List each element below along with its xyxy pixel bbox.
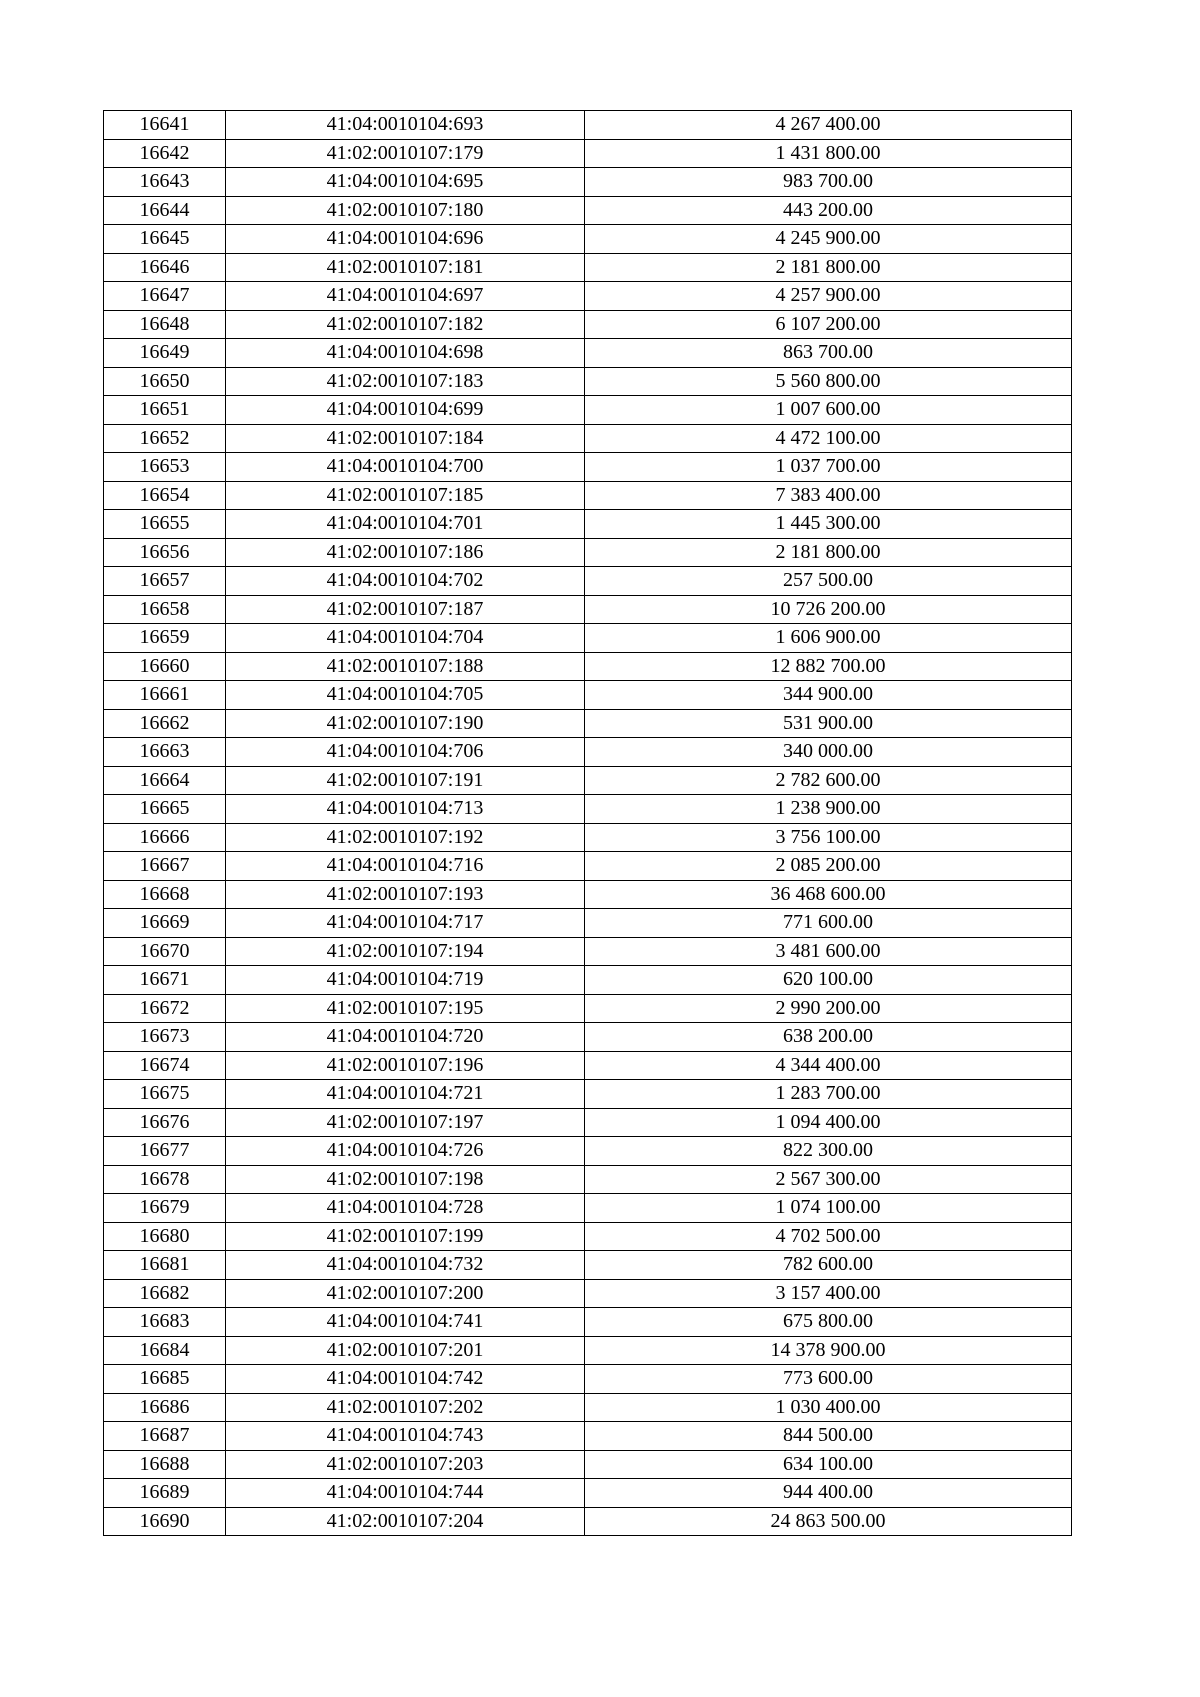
- cadastral-number-cell: 41:02:0010107:185: [226, 481, 585, 510]
- row-number-cell: 16653: [104, 453, 226, 482]
- table-row: [104, 339, 1072, 368]
- row-number-cell: 16683: [104, 1308, 226, 1337]
- table-row: [104, 909, 1072, 938]
- row-number-cell: 16678: [104, 1165, 226, 1194]
- table-row: [104, 396, 1072, 425]
- cadastral-number-cell: 41:04:0010104:695: [226, 168, 585, 197]
- cadastral-number-cell: 41:04:0010104:726: [226, 1137, 585, 1166]
- cadastral-number-cell: 41:02:0010107:202: [226, 1393, 585, 1422]
- table-row: [104, 966, 1072, 995]
- cadastral-value-cell: 531 900.00: [585, 709, 1072, 738]
- row-number-cell: 16666: [104, 823, 226, 852]
- row-number-cell: 16680: [104, 1222, 226, 1251]
- table-row: [104, 1194, 1072, 1223]
- cadastral-value-cell: 634 100.00: [585, 1450, 1072, 1479]
- table-row: [104, 1479, 1072, 1508]
- cadastral-value-cell: 983 700.00: [585, 168, 1072, 197]
- row-number-cell: 16658: [104, 595, 226, 624]
- row-number-cell: 16673: [104, 1023, 226, 1052]
- table-row: [104, 481, 1072, 510]
- table-row: [104, 1507, 1072, 1536]
- cadastral-number-cell: 41:02:0010107:199: [226, 1222, 585, 1251]
- cadastral-number-cell: 41:04:0010104:693: [226, 111, 585, 140]
- cadastral-value-cell: 344 900.00: [585, 681, 1072, 710]
- cadastral-value-cell: 2 782 600.00: [585, 766, 1072, 795]
- row-number-cell: 16676: [104, 1108, 226, 1137]
- cadastral-number-cell: 41:02:0010107:201: [226, 1336, 585, 1365]
- row-number-cell: 16685: [104, 1365, 226, 1394]
- cadastral-number-cell: 41:04:0010104:744: [226, 1479, 585, 1508]
- row-number-cell: 16689: [104, 1479, 226, 1508]
- cadastral-value-cell: 822 300.00: [585, 1137, 1072, 1166]
- cadastral-value-cell: 5 560 800.00: [585, 367, 1072, 396]
- table-row: [104, 253, 1072, 282]
- row-number-cell: 16670: [104, 937, 226, 966]
- row-number-cell: 16668: [104, 880, 226, 909]
- cadastral-value-cell: 2 567 300.00: [585, 1165, 1072, 1194]
- row-number-cell: 16667: [104, 852, 226, 881]
- cadastral-number-cell: 41:04:0010104:698: [226, 339, 585, 368]
- table-row: [104, 567, 1072, 596]
- cadastral-value-cell: 1 094 400.00: [585, 1108, 1072, 1137]
- cadastral-number-cell: 41:04:0010104:705: [226, 681, 585, 710]
- row-number-cell: 16641: [104, 111, 226, 140]
- table-row: [104, 282, 1072, 311]
- cadastral-number-cell: 41:02:0010107:198: [226, 1165, 585, 1194]
- cadastral-value-cell: 638 200.00: [585, 1023, 1072, 1052]
- cadastral-number-cell: 41:02:0010107:192: [226, 823, 585, 852]
- row-number-cell: 16664: [104, 766, 226, 795]
- cadastral-value-cell: 2 990 200.00: [585, 994, 1072, 1023]
- cadastral-value-cell: 24 863 500.00: [585, 1507, 1072, 1536]
- table-body: [104, 111, 1072, 1536]
- table-row: [104, 823, 1072, 852]
- table-row: [104, 624, 1072, 653]
- cadastral-number-cell: 41:02:0010107:191: [226, 766, 585, 795]
- table-row: [104, 168, 1072, 197]
- row-number-cell: 16647: [104, 282, 226, 311]
- cadastral-value-cell: 7 383 400.00: [585, 481, 1072, 510]
- cadastral-value-cell: 620 100.00: [585, 966, 1072, 995]
- row-number-cell: 16671: [104, 966, 226, 995]
- cadastral-number-cell: 41:04:0010104:717: [226, 909, 585, 938]
- cadastral-value-cell: 4 245 900.00: [585, 225, 1072, 254]
- table-row: [104, 994, 1072, 1023]
- table-row: [104, 1222, 1072, 1251]
- cadastral-value-cell: 443 200.00: [585, 196, 1072, 225]
- cadastral-value-cell: 4 344 400.00: [585, 1051, 1072, 1080]
- cadastral-number-cell: 41:04:0010104:720: [226, 1023, 585, 1052]
- cadastral-number-cell: 41:04:0010104:713: [226, 795, 585, 824]
- cadastral-value-cell: 1 431 800.00: [585, 139, 1072, 168]
- cadastral-value-cell: 10 726 200.00: [585, 595, 1072, 624]
- cadastral-number-cell: 41:02:0010107:179: [226, 139, 585, 168]
- table-row: [104, 424, 1072, 453]
- row-number-cell: 16677: [104, 1137, 226, 1166]
- row-number-cell: 16660: [104, 652, 226, 681]
- row-number-cell: 16674: [104, 1051, 226, 1080]
- row-number-cell: 16687: [104, 1422, 226, 1451]
- cadastral-value-cell: 3 157 400.00: [585, 1279, 1072, 1308]
- row-number-cell: 16646: [104, 253, 226, 282]
- table-row: [104, 1393, 1072, 1422]
- table-row: [104, 1108, 1072, 1137]
- row-number-cell: 16656: [104, 538, 226, 567]
- table-row: [104, 139, 1072, 168]
- table-row: [104, 1165, 1072, 1194]
- cadastral-number-cell: 41:02:0010107:186: [226, 538, 585, 567]
- cadastral-value-cell: 3 756 100.00: [585, 823, 1072, 852]
- cadastral-value-table: [103, 110, 1072, 1536]
- cadastral-value-cell: 1 074 100.00: [585, 1194, 1072, 1223]
- row-number-cell: 16669: [104, 909, 226, 938]
- table-row: [104, 538, 1072, 567]
- row-number-cell: 16643: [104, 168, 226, 197]
- row-number-cell: 16644: [104, 196, 226, 225]
- cadastral-value-cell: 4 472 100.00: [585, 424, 1072, 453]
- cadastral-number-cell: 41:02:0010107:193: [226, 880, 585, 909]
- cadastral-value-cell: 1 606 900.00: [585, 624, 1072, 653]
- cadastral-value-cell: 4 267 400.00: [585, 111, 1072, 140]
- row-number-cell: 16652: [104, 424, 226, 453]
- table-row: [104, 652, 1072, 681]
- table-row: [104, 1308, 1072, 1337]
- row-number-cell: 16645: [104, 225, 226, 254]
- cadastral-number-cell: 41:02:0010107:187: [226, 595, 585, 624]
- cadastral-number-cell: 41:04:0010104:697: [226, 282, 585, 311]
- row-number-cell: 16654: [104, 481, 226, 510]
- row-number-cell: 16672: [104, 994, 226, 1023]
- table-row: [104, 1450, 1072, 1479]
- row-number-cell: 16663: [104, 738, 226, 767]
- cadastral-number-cell: 41:02:0010107:180: [226, 196, 585, 225]
- table-row: [104, 681, 1072, 710]
- cadastral-value-cell: 863 700.00: [585, 339, 1072, 368]
- cadastral-value-cell: 771 600.00: [585, 909, 1072, 938]
- cadastral-number-cell: 41:04:0010104:741: [226, 1308, 585, 1337]
- table-row: [104, 1137, 1072, 1166]
- row-number-cell: 16681: [104, 1251, 226, 1280]
- table-row: [104, 937, 1072, 966]
- cadastral-value-cell: 1 283 700.00: [585, 1080, 1072, 1109]
- row-number-cell: 16657: [104, 567, 226, 596]
- row-number-cell: 16650: [104, 367, 226, 396]
- table-row: [104, 595, 1072, 624]
- table-row: [104, 795, 1072, 824]
- table-row: [104, 1336, 1072, 1365]
- row-number-cell: 16679: [104, 1194, 226, 1223]
- row-number-cell: 16682: [104, 1279, 226, 1308]
- cadastral-number-cell: 41:04:0010104:706: [226, 738, 585, 767]
- cadastral-value-cell: 773 600.00: [585, 1365, 1072, 1394]
- table-row: [104, 510, 1072, 539]
- table-row: [104, 766, 1072, 795]
- cadastral-number-cell: 41:04:0010104:743: [226, 1422, 585, 1451]
- row-number-cell: 16649: [104, 339, 226, 368]
- table-row: [104, 880, 1072, 909]
- cadastral-number-cell: 41:02:0010107:200: [226, 1279, 585, 1308]
- cadastral-number-cell: 41:04:0010104:728: [226, 1194, 585, 1223]
- table-row: [104, 196, 1072, 225]
- row-number-cell: 16675: [104, 1080, 226, 1109]
- cadastral-number-cell: 41:02:0010107:182: [226, 310, 585, 339]
- cadastral-value-cell: 2 085 200.00: [585, 852, 1072, 881]
- cadastral-number-cell: 41:02:0010107:184: [226, 424, 585, 453]
- cadastral-number-cell: 41:02:0010107:181: [226, 253, 585, 282]
- cadastral-number-cell: 41:04:0010104:704: [226, 624, 585, 653]
- cadastral-number-cell: 41:02:0010107:195: [226, 994, 585, 1023]
- cadastral-value-cell: 1 007 600.00: [585, 396, 1072, 425]
- cadastral-number-cell: 41:04:0010104:700: [226, 453, 585, 482]
- table-row: [104, 1080, 1072, 1109]
- row-number-cell: 16659: [104, 624, 226, 653]
- cadastral-value-cell: 14 378 900.00: [585, 1336, 1072, 1365]
- cadastral-value-cell: 782 600.00: [585, 1251, 1072, 1280]
- cadastral-value-cell: 340 000.00: [585, 738, 1072, 767]
- cadastral-number-cell: 41:04:0010104:696: [226, 225, 585, 254]
- table-row: [104, 1251, 1072, 1280]
- table-row: [104, 225, 1072, 254]
- table-row: [104, 453, 1072, 482]
- cadastral-number-cell: 41:02:0010107:190: [226, 709, 585, 738]
- cadastral-number-cell: 41:02:0010107:183: [226, 367, 585, 396]
- cadastral-number-cell: 41:04:0010104:702: [226, 567, 585, 596]
- table-row: [104, 1422, 1072, 1451]
- row-number-cell: 16690: [104, 1507, 226, 1536]
- table-row: [104, 1365, 1072, 1394]
- row-number-cell: 16648: [104, 310, 226, 339]
- cadastral-value-cell: 675 800.00: [585, 1308, 1072, 1337]
- cadastral-number-cell: 41:02:0010107:196: [226, 1051, 585, 1080]
- cadastral-value-cell: 944 400.00: [585, 1479, 1072, 1508]
- cadastral-value-cell: 1 030 400.00: [585, 1393, 1072, 1422]
- table-row: [104, 111, 1072, 140]
- table-row: [104, 367, 1072, 396]
- cadastral-value-cell: 6 107 200.00: [585, 310, 1072, 339]
- cadastral-number-cell: 41:02:0010107:188: [226, 652, 585, 681]
- cadastral-number-cell: 41:04:0010104:701: [226, 510, 585, 539]
- cadastral-value-cell: 1 037 700.00: [585, 453, 1072, 482]
- table-row: [104, 852, 1072, 881]
- table-row: [104, 1279, 1072, 1308]
- cadastral-value-cell: 36 468 600.00: [585, 880, 1072, 909]
- table-row: [104, 709, 1072, 738]
- row-number-cell: 16655: [104, 510, 226, 539]
- cadastral-value-cell: 257 500.00: [585, 567, 1072, 596]
- row-number-cell: 16661: [104, 681, 226, 710]
- cadastral-number-cell: 41:02:0010107:194: [226, 937, 585, 966]
- row-number-cell: 16642: [104, 139, 226, 168]
- cadastral-number-cell: 41:02:0010107:197: [226, 1108, 585, 1137]
- table-row: [104, 1051, 1072, 1080]
- cadastral-number-cell: 41:04:0010104:721: [226, 1080, 585, 1109]
- row-number-cell: 16662: [104, 709, 226, 738]
- cadastral-value-cell: 2 181 800.00: [585, 253, 1072, 282]
- cadastral-value-cell: 4 257 900.00: [585, 282, 1072, 311]
- cadastral-number-cell: 41:04:0010104:699: [226, 396, 585, 425]
- row-number-cell: 16684: [104, 1336, 226, 1365]
- table-row: [104, 738, 1072, 767]
- cadastral-number-cell: 41:04:0010104:716: [226, 852, 585, 881]
- table-row: [104, 1023, 1072, 1052]
- row-number-cell: 16665: [104, 795, 226, 824]
- row-number-cell: 16651: [104, 396, 226, 425]
- cadastral-value-cell: 844 500.00: [585, 1422, 1072, 1451]
- cadastral-number-cell: 41:04:0010104:742: [226, 1365, 585, 1394]
- cadastral-value-cell: 1 445 300.00: [585, 510, 1072, 539]
- row-number-cell: 16688: [104, 1450, 226, 1479]
- cadastral-number-cell: 41:02:0010107:204: [226, 1507, 585, 1536]
- cadastral-number-cell: 41:04:0010104:732: [226, 1251, 585, 1280]
- cadastral-value-cell: 2 181 800.00: [585, 538, 1072, 567]
- row-number-cell: 16686: [104, 1393, 226, 1422]
- table-row: [104, 310, 1072, 339]
- cadastral-value-cell: 3 481 600.00: [585, 937, 1072, 966]
- cadastral-value-cell: 1 238 900.00: [585, 795, 1072, 824]
- cadastral-value-cell: 4 702 500.00: [585, 1222, 1072, 1251]
- cadastral-number-cell: 41:02:0010107:203: [226, 1450, 585, 1479]
- cadastral-number-cell: 41:04:0010104:719: [226, 966, 585, 995]
- cadastral-value-cell: 12 882 700.00: [585, 652, 1072, 681]
